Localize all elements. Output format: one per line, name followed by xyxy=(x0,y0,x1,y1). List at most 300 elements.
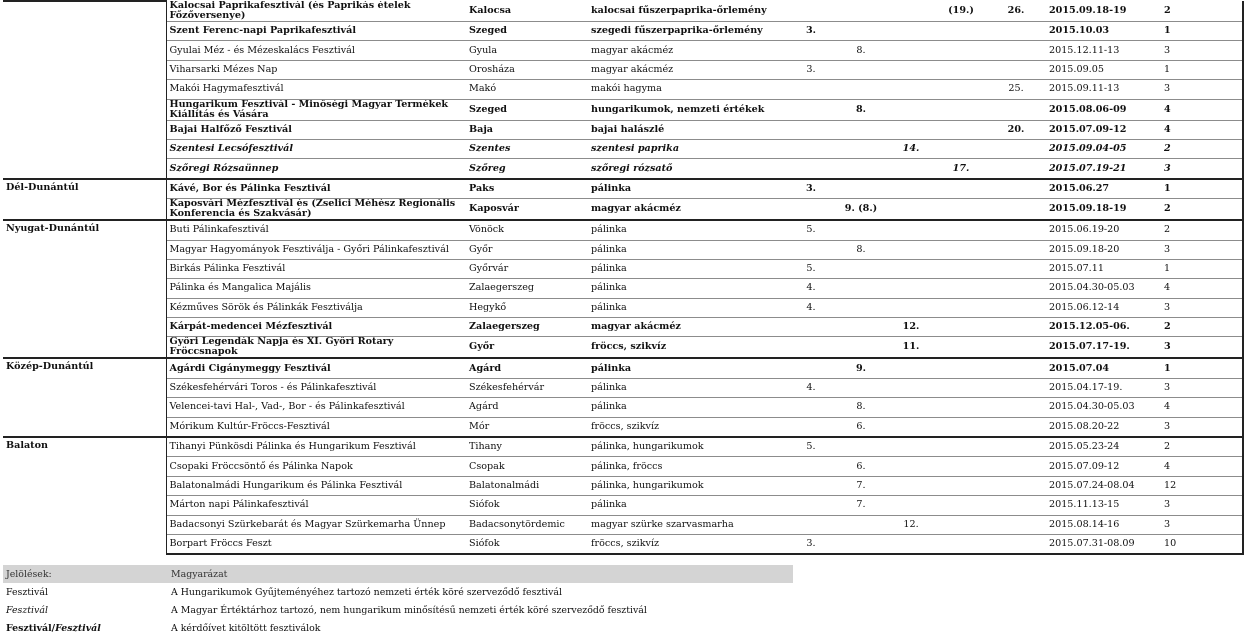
festival-name: Szentesi Lecsófesztivál xyxy=(166,139,466,158)
rank-col-4 xyxy=(936,437,986,457)
rank-col-1: 4. xyxy=(786,279,836,298)
rank-col-3: 12. xyxy=(886,515,936,534)
rank-col-2 xyxy=(836,378,886,397)
festival-row xyxy=(3,139,1243,158)
legend-header-row xyxy=(3,565,793,583)
rank-col-1 xyxy=(786,41,836,60)
rank-col-5 xyxy=(986,398,1046,417)
festival-row xyxy=(3,41,1243,60)
festival-city: Győr xyxy=(466,337,588,359)
festival-date: 2015.07.17-19. xyxy=(1046,337,1156,359)
festival-product: fröccs, szikvíz xyxy=(588,417,786,437)
rank-col-3 xyxy=(886,80,936,99)
festival-name: Bajai Halfőző Fesztivál xyxy=(166,120,466,139)
festival-days: 2 xyxy=(1156,437,1243,457)
festival-name: Velencei-tavi Hal-, Vad-, Bor - és Pálinkafesztivál xyxy=(166,398,466,417)
festival-name: Balatonalmádi Hungarikum és Pálinka Fesztivál xyxy=(166,476,466,495)
festival-city: Vönöck xyxy=(466,220,588,240)
rank-col-2 xyxy=(836,179,886,199)
festival-product: magyar akácméz xyxy=(588,199,786,221)
festival-name: Badacsonyi Szürkebarát és Magyar Szürkemarha Ünnep xyxy=(166,515,466,534)
rank-col-5: 26. xyxy=(986,1,1046,22)
festival-name: Agárdi Cigánymeggy Fesztivál xyxy=(166,358,466,378)
rank-col-2: 8. xyxy=(836,41,886,60)
rank-col-5 xyxy=(986,259,1046,278)
festival-date: 2015.06.12-14 xyxy=(1046,298,1156,317)
rank-col-3 xyxy=(886,279,936,298)
festival-days: 3 xyxy=(1156,298,1243,317)
rank-col-5 xyxy=(986,41,1046,60)
festival-product: pálinka, hungarikumok xyxy=(588,437,786,457)
region-label: Közép-Dunántúl xyxy=(3,358,166,437)
rank-col-3 xyxy=(886,358,936,378)
rank-col-1: 5. xyxy=(786,220,836,240)
rank-col-4 xyxy=(936,99,986,120)
rank-col-4 xyxy=(936,139,986,158)
festival-name: Viharsarki Mézes Nap xyxy=(166,60,466,79)
rank-col-5 xyxy=(986,417,1046,437)
festival-city: Gyula xyxy=(466,41,588,60)
festival-row xyxy=(3,476,1243,495)
region-label: Balaton xyxy=(3,437,166,554)
festival-date: 2015.06.19-20 xyxy=(1046,220,1156,240)
festival-city: Győr xyxy=(466,240,588,259)
festival-product: pálinka xyxy=(588,398,786,417)
rank-col-2 xyxy=(836,437,886,457)
festival-date: 2015.04.30-05.03 xyxy=(1046,398,1156,417)
rank-col-2 xyxy=(836,337,886,359)
rank-col-2 xyxy=(836,80,886,99)
festival-name: Hungarikum Fesztivál - Minőségi Magyar Termékek Kiállítás és Vására xyxy=(166,99,466,120)
rank-col-5: 25. xyxy=(986,80,1046,99)
rank-col-4 xyxy=(936,22,986,41)
festival-date: 2015.08.14-16 xyxy=(1046,515,1156,534)
rank-col-1: 5. xyxy=(786,259,836,278)
rank-col-1 xyxy=(786,159,836,179)
festival-city: Szőreg xyxy=(466,159,588,179)
festival-city: Balatonalmádi xyxy=(466,476,588,495)
rank-col-3 xyxy=(886,259,936,278)
rank-col-2: 9. (8.) xyxy=(836,199,886,221)
region-label: Dél-Dunántúl xyxy=(3,179,166,220)
rank-col-1 xyxy=(786,80,836,99)
rank-col-3 xyxy=(886,22,936,41)
festival-row xyxy=(3,159,1243,179)
rank-col-4 xyxy=(936,496,986,515)
festival-date: 2015.07.24-08.04 xyxy=(1046,476,1156,495)
rank-col-1 xyxy=(786,120,836,139)
festival-city: Siófok xyxy=(466,496,588,515)
festival-row xyxy=(3,398,1243,417)
rank-col-4 xyxy=(936,318,986,337)
festival-days: 1 xyxy=(1156,60,1243,79)
legend-explanation: A Hungarikumok Gyűjteményéhez tartozó nemzeti érték köré szerveződő fesztivál xyxy=(171,586,562,598)
festival-days: 4 xyxy=(1156,120,1243,139)
rank-col-2 xyxy=(836,60,886,79)
rank-col-2 xyxy=(836,298,886,317)
festival-date: 2015.07.04 xyxy=(1046,358,1156,378)
legend-mark-bold xyxy=(3,619,168,637)
festival-name: Makói Hagymafesztivál xyxy=(166,80,466,99)
festival-product: fröccs, szikvíz xyxy=(588,337,786,359)
festival-product: pálinka xyxy=(588,298,786,317)
festival-row xyxy=(3,1,1243,22)
rank-col-2 xyxy=(836,534,886,554)
festival-days: 3 xyxy=(1156,496,1243,515)
legend-mark-normal: Fesztivál xyxy=(6,586,48,598)
rank-col-2: 8. xyxy=(836,99,886,120)
rank-col-4 xyxy=(936,41,986,60)
festival-date: 2015.12.05-06. xyxy=(1046,318,1156,337)
festival-row xyxy=(3,99,1243,120)
rank-col-5 xyxy=(986,457,1046,476)
festival-days: 4 xyxy=(1156,99,1243,120)
festival-row xyxy=(3,279,1243,298)
rank-col-2 xyxy=(836,318,886,337)
festival-date: 2015.09.11-13 xyxy=(1046,80,1156,99)
rank-col-3 xyxy=(886,457,936,476)
rank-col-1: 3. xyxy=(786,22,836,41)
rank-col-1 xyxy=(786,1,836,22)
festival-date: 2015.11.13-15 xyxy=(1046,496,1156,515)
rank-col-4 xyxy=(936,220,986,240)
rank-col-4 xyxy=(936,398,986,417)
festival-product: szentesi paprika xyxy=(588,139,786,158)
festival-days: 10 xyxy=(1156,534,1243,554)
festival-city: Mór xyxy=(466,417,588,437)
rank-col-5 xyxy=(986,298,1046,317)
festival-product: pálinka xyxy=(588,496,786,515)
rank-col-2: 6. xyxy=(836,417,886,437)
festival-date: 2015.09.05 xyxy=(1046,60,1156,79)
rank-col-3: 11. xyxy=(886,337,936,359)
rank-col-3 xyxy=(886,120,936,139)
rank-col-4 xyxy=(936,534,986,554)
festival-days: 3 xyxy=(1156,159,1243,179)
festival-product: hungarikumok, nemzeti értékek xyxy=(588,99,786,120)
festival-row xyxy=(3,437,1243,457)
festival-date: 2015.08.20-22 xyxy=(1046,417,1156,437)
rank-col-5 xyxy=(986,240,1046,259)
festival-table xyxy=(3,0,1244,555)
region-label: Nyugat-Dunántúl xyxy=(3,220,166,358)
festival-date: 2015.07.31-08.09 xyxy=(1046,534,1156,554)
festival-city: Csopak xyxy=(466,457,588,476)
festival-city: Zalaegerszeg xyxy=(466,279,588,298)
rank-col-3 xyxy=(886,199,936,221)
rank-col-4 xyxy=(936,457,986,476)
festival-city: Szeged xyxy=(466,99,588,120)
legend-explanation: A kérdőívet kitöltött fesztiválok xyxy=(171,622,321,634)
rank-col-5 xyxy=(986,496,1046,515)
rank-col-2 xyxy=(836,22,886,41)
festival-name: Kaposvári Mézfesztivál és (Zselici Méhész Regionális Konferencia és Szakvásár) xyxy=(166,199,466,221)
rank-col-5 xyxy=(986,337,1046,359)
festival-date: 2015.07.09-12 xyxy=(1046,457,1156,476)
rank-col-5 xyxy=(986,515,1046,534)
rank-col-4 xyxy=(936,378,986,397)
rank-col-3 xyxy=(886,417,936,437)
festival-city: Zalaegerszeg xyxy=(466,318,588,337)
festival-days: 2 xyxy=(1156,220,1243,240)
festival-days: 1 xyxy=(1156,259,1243,278)
rank-col-1: 5. xyxy=(786,437,836,457)
rank-col-4 xyxy=(936,120,986,139)
rank-col-3 xyxy=(886,1,936,22)
festival-name: Győri Legendák Napja és XI. Győri Rotary Fröccsnapok xyxy=(166,337,466,359)
festival-name: Kárpát-medencei Mézfesztivál xyxy=(166,318,466,337)
rank-col-2: 6. xyxy=(836,457,886,476)
festival-city: Tihany xyxy=(466,437,588,457)
rank-col-1 xyxy=(786,318,836,337)
festival-city: Székesfehérvár xyxy=(466,378,588,397)
festival-name: Pálinka és Mangalica Majális xyxy=(166,279,466,298)
rank-col-5 xyxy=(986,179,1046,199)
rank-col-2 xyxy=(836,1,886,22)
rank-col-1 xyxy=(786,457,836,476)
festival-days: 3 xyxy=(1156,417,1243,437)
rank-col-5 xyxy=(986,279,1046,298)
festival-product: bajai halászlé xyxy=(588,120,786,139)
rank-col-1 xyxy=(786,337,836,359)
rank-col-5 xyxy=(986,358,1046,378)
festival-date: 2015.09.04-05 xyxy=(1046,139,1156,158)
rank-col-3 xyxy=(886,378,936,397)
festival-days: 3 xyxy=(1156,378,1243,397)
rank-col-1 xyxy=(786,139,836,158)
rank-col-4 xyxy=(936,417,986,437)
festival-product: pálinka xyxy=(588,259,786,278)
festival-product: pálinka xyxy=(588,240,786,259)
festival-name: Tihanyi Pünkösdi Pálinka és Hungarikum Fesztivál xyxy=(166,437,466,457)
rank-col-3 xyxy=(886,99,936,120)
rank-col-5 xyxy=(986,378,1046,397)
rank-col-2 xyxy=(836,279,886,298)
festival-name: Borpart Fröccs Feszt xyxy=(166,534,466,554)
rank-col-4 xyxy=(936,80,986,99)
festival-days: 3 xyxy=(1156,240,1243,259)
festival-date: 2015.06.27 xyxy=(1046,179,1156,199)
festival-product: magyar akácméz xyxy=(588,60,786,79)
rank-col-5 xyxy=(986,220,1046,240)
festival-date: 2015.09.18-19 xyxy=(1046,1,1156,22)
festival-row xyxy=(3,179,1243,199)
rank-col-5 xyxy=(986,22,1046,41)
festival-name: Birkás Pálinka Fesztivál xyxy=(166,259,466,278)
rank-col-5 xyxy=(986,159,1046,179)
festival-city: Agárd xyxy=(466,398,588,417)
festival-name: Kalocsai Paprikafesztivál (és Paprikás ételek Főzőversenye) xyxy=(166,1,466,22)
rank-col-2 xyxy=(836,159,886,179)
rank-col-3 xyxy=(886,220,936,240)
festival-city: Győrvár xyxy=(466,259,588,278)
festival-days: 12 xyxy=(1156,476,1243,495)
rank-col-2 xyxy=(836,220,886,240)
rank-col-3 xyxy=(886,534,936,554)
rank-col-1: 4. xyxy=(786,298,836,317)
rank-col-2 xyxy=(836,120,886,139)
rank-col-4 xyxy=(936,179,986,199)
festival-product: szegedi fűszerpaprika-őrlemény xyxy=(588,22,786,41)
festival-days: 2 xyxy=(1156,318,1243,337)
rank-col-5 xyxy=(986,318,1046,337)
festival-product: pálinka xyxy=(588,358,786,378)
festival-row xyxy=(3,259,1243,278)
legend-explanation: A Magyar Értéktárhoz tartozó, nem hungarikum minősítésű nemzeti érték köré szerveződő fesztivál xyxy=(171,604,647,616)
festival-days: 3 xyxy=(1156,337,1243,359)
festival-city: Badacsonytördemic xyxy=(466,515,588,534)
rank-col-4 xyxy=(936,240,986,259)
festival-product: pálinka xyxy=(588,378,786,397)
rank-col-4 xyxy=(936,199,986,221)
festival-row xyxy=(3,337,1243,359)
rank-col-1 xyxy=(786,476,836,495)
festival-product: magyar szürke szarvasmarha xyxy=(588,515,786,534)
legend-row xyxy=(3,601,793,619)
rank-col-4 xyxy=(936,259,986,278)
festival-product: pálinka xyxy=(588,279,786,298)
festival-days: 4 xyxy=(1156,398,1243,417)
rank-col-1 xyxy=(786,199,836,221)
festival-row xyxy=(3,534,1243,554)
festival-row xyxy=(3,318,1243,337)
rank-col-3 xyxy=(886,179,936,199)
rank-col-1 xyxy=(786,417,836,437)
festival-date: 2015.09.18-19 xyxy=(1046,199,1156,221)
festival-name: Mórikum Kultúr-Fröccs-Fesztivál xyxy=(166,417,466,437)
festival-date: 2015.09.18-20 xyxy=(1046,240,1156,259)
rank-col-1 xyxy=(786,515,836,534)
festival-row xyxy=(3,378,1243,397)
festival-name: Szőregi Rózsaünnep xyxy=(166,159,466,179)
rank-col-5 xyxy=(986,534,1046,554)
rank-col-3 xyxy=(886,298,936,317)
festival-city: Szeged xyxy=(466,22,588,41)
rank-col-4: (19.) xyxy=(936,1,986,22)
festival-name: Csopaki Fröccsöntő és Pálinka Napok xyxy=(166,457,466,476)
festival-name: Szent Ferenc-napi Paprikafesztivál xyxy=(166,22,466,41)
festival-product: magyar akácméz xyxy=(588,318,786,337)
festival-row xyxy=(3,298,1243,317)
festival-days: 4 xyxy=(1156,457,1243,476)
festival-product: magyar akácméz xyxy=(588,41,786,60)
rank-col-1 xyxy=(786,99,836,120)
rank-col-5 xyxy=(986,99,1046,120)
festival-name: Márton napi Pálinkafesztivál xyxy=(166,496,466,515)
rank-col-3 xyxy=(886,159,936,179)
rank-col-2: 8. xyxy=(836,240,886,259)
festival-date: 2015.07.19-21 xyxy=(1046,159,1156,179)
festival-date: 2015.07.09-12 xyxy=(1046,120,1156,139)
rank-col-1: 3. xyxy=(786,534,836,554)
legend-row xyxy=(3,619,793,637)
festival-name: Székesfehérvári Toros - és Pálinkafesztivál xyxy=(166,378,466,397)
festival-name: Gyulai Méz - és Mézeskalács Fesztivál xyxy=(166,41,466,60)
rank-col-2: 9. xyxy=(836,358,886,378)
rank-col-1 xyxy=(786,358,836,378)
festival-product: fröccs, szikvíz xyxy=(588,534,786,554)
legend-mark-bold-italic-part: Fesztivál xyxy=(55,622,101,634)
festival-row xyxy=(3,496,1243,515)
festival-name: Buti Pálinkafesztivál xyxy=(166,220,466,240)
rank-col-3 xyxy=(886,41,936,60)
rank-col-2: 8. xyxy=(836,398,886,417)
festival-row xyxy=(3,417,1243,437)
rank-col-5 xyxy=(986,60,1046,79)
rank-col-3: 14. xyxy=(886,139,936,158)
rank-col-3 xyxy=(886,240,936,259)
festival-row xyxy=(3,457,1243,476)
festival-days: 4 xyxy=(1156,279,1243,298)
festival-row xyxy=(3,60,1243,79)
rank-col-4 xyxy=(936,60,986,79)
rank-col-2 xyxy=(836,515,886,534)
festival-product: szőregi rózsatő xyxy=(588,159,786,179)
festival-date: 2015.12.11-13 xyxy=(1046,41,1156,60)
festival-date: 2015.04.30-05.03 xyxy=(1046,279,1156,298)
festival-date: 2015.07.11 xyxy=(1046,259,1156,278)
festival-days: 3 xyxy=(1156,515,1243,534)
region-label xyxy=(3,1,166,179)
rank-col-3 xyxy=(886,60,936,79)
festival-days: 3 xyxy=(1156,41,1243,60)
festival-city: Hegykő xyxy=(466,298,588,317)
festival-city: Kalocsa xyxy=(466,1,588,22)
rank-col-5 xyxy=(986,139,1046,158)
festival-product: pálinka, fröccs xyxy=(588,457,786,476)
rank-col-5 xyxy=(986,437,1046,457)
rank-col-5 xyxy=(986,476,1046,495)
festival-row xyxy=(3,358,1243,378)
legend-header-marks: Jelölések: xyxy=(3,565,168,583)
festival-row xyxy=(3,22,1243,41)
rank-col-4 xyxy=(936,279,986,298)
festival-date: 2015.08.06-09 xyxy=(1046,99,1156,120)
festival-row xyxy=(3,515,1243,534)
festival-row xyxy=(3,80,1243,99)
festival-city: Szentes xyxy=(466,139,588,158)
rank-col-2: 7. xyxy=(836,476,886,495)
rank-col-2: 7. xyxy=(836,496,886,515)
festival-days: 3 xyxy=(1156,80,1243,99)
rank-col-3 xyxy=(886,398,936,417)
rank-col-2 xyxy=(836,139,886,158)
festival-name: Kézműves Sörök és Pálinkák Fesztiválja xyxy=(166,298,466,317)
festival-product: makói hagyma xyxy=(588,80,786,99)
festival-days: 2 xyxy=(1156,139,1243,158)
rank-col-5 xyxy=(986,199,1046,221)
festival-city: Orosháza xyxy=(466,60,588,79)
rank-col-3 xyxy=(886,496,936,515)
legend-mark-italic: Fesztivál xyxy=(6,604,48,616)
festival-city: Paks xyxy=(466,179,588,199)
rank-col-4 xyxy=(936,515,986,534)
festival-city: Kaposvár xyxy=(466,199,588,221)
rank-col-4 xyxy=(936,476,986,495)
festival-product: pálinka xyxy=(588,220,786,240)
rank-col-4 xyxy=(936,298,986,317)
festival-product: pálinka xyxy=(588,179,786,199)
festival-name: Kávé, Bor és Pálinka Fesztivál xyxy=(166,179,466,199)
rank-col-4 xyxy=(936,358,986,378)
festival-name: Magyar Hagyományok Fesztiválja - Győri Pálinkafesztivál xyxy=(166,240,466,259)
legend-header-explanation: Magyarázat xyxy=(168,565,793,583)
festival-date: 2015.05.23-24 xyxy=(1046,437,1156,457)
rank-col-1 xyxy=(786,496,836,515)
festival-city: Agárd xyxy=(466,358,588,378)
festival-row xyxy=(3,199,1243,221)
festival-row xyxy=(3,120,1243,139)
